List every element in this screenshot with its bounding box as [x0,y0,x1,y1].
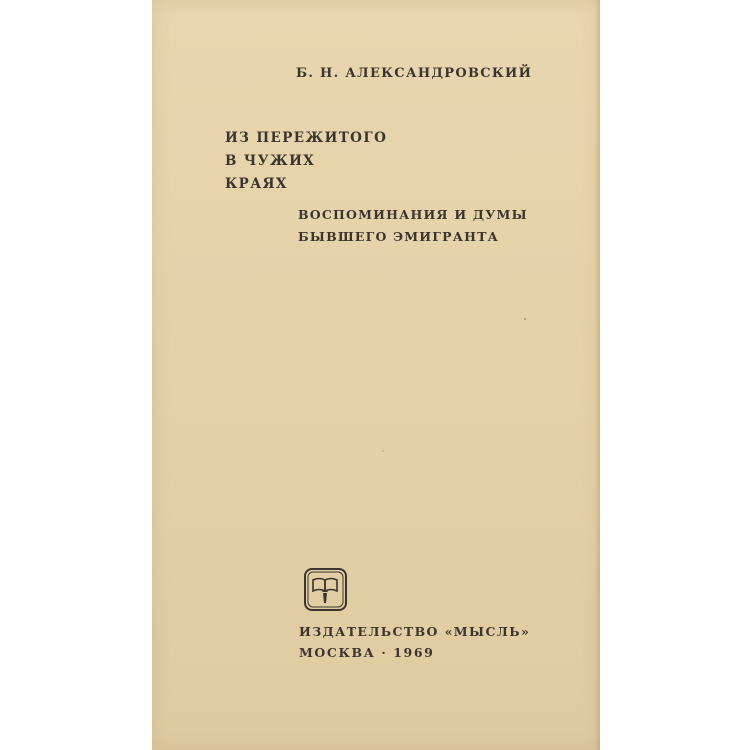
book-subtitle-line-2: БЫВШЕГО ЭМИГРАНТА [298,229,500,244]
publisher-name: ИЗДАТЕЛЬСТВО «МЫСЛЬ» [299,624,531,639]
paper-speck [382,450,384,452]
book-subtitle-line-1: ВОСПОМИНАНИЯ И ДУМЫ [298,207,528,222]
book-title-line-3: КРАЯХ [225,176,288,192]
book-title [225,127,387,196]
title-page [152,0,600,750]
book-title-line-1: ИЗ ПЕРЕЖИТОГО [225,130,388,146]
book-title-line-2: В ЧУЖИХ [225,153,316,169]
publisher-emblem-icon [303,567,348,612]
city-year: МОСКВА · 1969 [299,645,435,660]
publisher-emblem-svg [303,567,348,612]
author-name: Б. Н. АЛЕКСАНДРОВСКИЙ [296,66,533,81]
book-subtitle [298,204,528,248]
paper-speck [524,318,526,320]
